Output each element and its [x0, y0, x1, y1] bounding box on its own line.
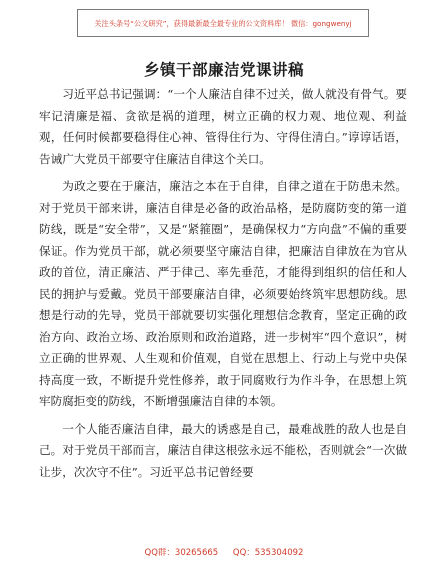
- footer-qq: QQ：535304092: [232, 548, 304, 558]
- page-title: 乡镇干部廉洁党课讲稿: [143, 61, 304, 79]
- footer-qq-group: QQ群：30265665: [144, 548, 219, 558]
- page-footer: [0, 546, 448, 558]
- paragraph-2: 为政之要在于廉洁，廉洁之本在于自律，自律之道在于防患未然。对于党员干部来讲，廉洁自律是必备的政治品格，是防腐防变的第一道防线，既是“安全带”，又是“紧箍圈”，是确保权力“方向盘”不偏的重要保证。作为党员干部，就必须要坚守廉洁自律，把廉洁自律放在为官从政的首位，清正廉洁、严于律己、率先垂范，才能得到组织的信任和人民的拥护与爱戴。党员干部要廉洁自律，必须要始终筑牢思想防线。思想是行动的先导，党员干部就要切实强化理想信念教育，坚定正确的政治方向、政治立场、政治原则和政治道路，进一步树牢“四个意识”，树立正确的世界观、人生观和价值观，自觉在思想上、行动上与党中央保持高度一致，不断提升党性修养，敢于同腐败行为作斗争，在思想上筑牢防腐拒变的防线，不断增强廉洁自律的本领。: [39, 179, 407, 408]
- document-body: [39, 84, 407, 489]
- promo-banner-text: 关注头条号“公文研究”，获得最新最全最专业的公文资料库！ 微信：gongwenyj: [94, 19, 352, 28]
- paragraph-1: 习近平总书记强调：“一个人廉洁自律不过关，做人就没有骨气。要牢记清廉是福、贪欲是祸的道理，树立正确的权力观、地位观、利益观，任何时候都要稳得住心神、管得住行为、守得住清白。”谆谆话语，告诫广大党员干部要守住廉洁自律这个关口。: [39, 87, 407, 166]
- promo-banner: [77, 9, 369, 37]
- paragraph-3: 一个人能否廉洁自律，最大的诱惑是自己，最难战胜的敌人也是自己。对于党员干部而言，廉洁自律这根弦永远不能松，否则就会“一次做让步，次次守不住”。习近平总书记曾经要: [39, 421, 407, 479]
